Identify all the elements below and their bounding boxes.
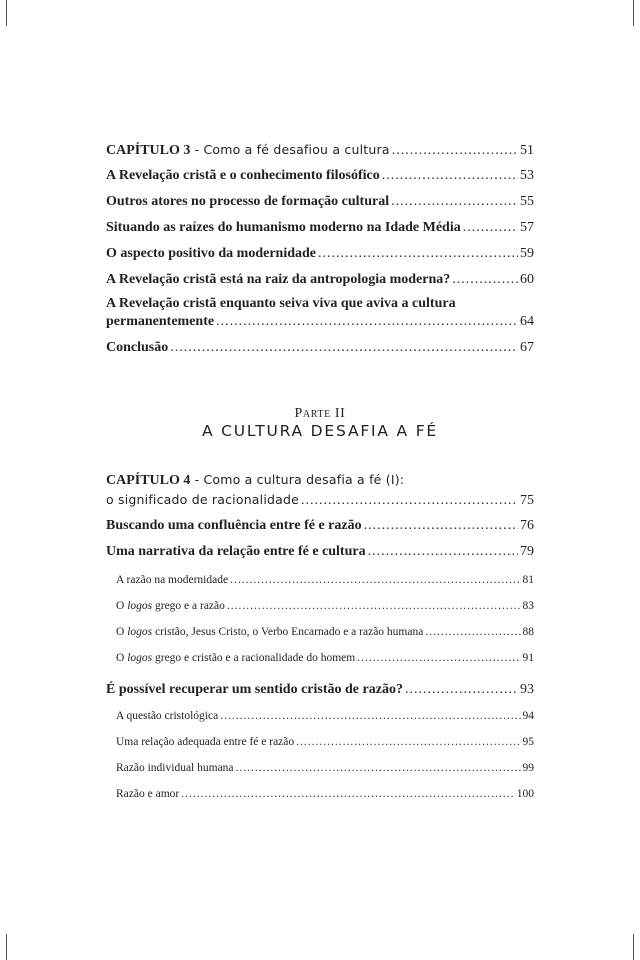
entry-title: Outros atores no processo de formação cultural: [106, 194, 390, 209]
entry-title: Conclusão: [106, 340, 169, 355]
page-number: 88: [522, 626, 534, 638]
dot-leader: [425, 622, 520, 642]
page-number: 83: [522, 600, 534, 612]
crop-mark-top-right: [633, 0, 634, 26]
page-number: 79: [520, 544, 534, 559]
page-number: 53: [520, 168, 534, 183]
dot-leader: [463, 218, 518, 238]
entry-title: o significado de racionalidade: [106, 492, 300, 507]
chapter-3-heading: [106, 140, 534, 161]
entry-title: O aspecto positivo da modernidade: [106, 246, 317, 261]
entry-title: Situando as raízes do humanismo moderno na Idade Média: [106, 220, 461, 235]
dot-leader: [296, 732, 520, 752]
page-number: 93: [520, 682, 534, 697]
toc-subentry: [106, 758, 534, 778]
entry-title: A Revelação cristã está na raiz da antropologia moderna?: [106, 272, 451, 287]
entry-title: O logos grego e cristão e a racionalidade do homem: [116, 652, 356, 664]
part-2-heading: [0, 406, 640, 440]
dot-leader: [452, 270, 518, 290]
toc-entry: [106, 338, 534, 358]
page-number: 55: [520, 194, 534, 209]
page-number: 94: [522, 710, 534, 722]
toc-subentry: [106, 784, 534, 804]
entry-title: A razão na modernidade: [116, 574, 229, 586]
crop-mark-bottom-right: [633, 934, 634, 960]
page-number: 57: [520, 220, 534, 235]
toc-subentry: [106, 648, 534, 668]
dot-leader: [170, 338, 518, 358]
crop-mark-top-left: [6, 0, 7, 26]
part-2-label: Parte II: [294, 406, 346, 421]
entry-title: O logos cristão, Jesus Cristo, o Verbo Encarnado e a razão humana: [116, 626, 424, 638]
toc-subentry: [106, 706, 534, 726]
part-2-title: A CULTURA DESAFIA A FÉ: [202, 422, 438, 440]
page-number: 59: [520, 246, 534, 261]
page-number: 51: [520, 143, 534, 158]
entry-title: A questão cristológica: [116, 710, 219, 722]
toc-entry: [106, 680, 534, 700]
page-number: 67: [520, 340, 534, 355]
toc-entry: [106, 192, 534, 212]
page-number: 81: [522, 574, 534, 586]
dot-leader: [220, 706, 520, 726]
toc-entry: [106, 166, 534, 186]
entry-title: O logos grego e a razão: [116, 600, 225, 612]
dot-leader: [391, 192, 518, 212]
toc-subentry: [106, 570, 534, 590]
entry-title-line-1: A Revelação cristã enquanto seiva viva que aviva a cultura: [106, 296, 456, 311]
entry-title: Uma narrativa da relação entre fé e cultura: [106, 544, 366, 559]
dot-leader: [368, 542, 518, 562]
page-number: 100: [516, 788, 534, 800]
entry-title-line-2: permanentemente: [106, 314, 215, 329]
dot-leader: [392, 141, 518, 161]
toc-entry: [106, 542, 534, 562]
toc-entry: [106, 516, 534, 536]
entry-title: A Revelação cristã e o conhecimento filosófico: [106, 168, 380, 183]
page-number: 75: [520, 493, 534, 508]
dot-leader: [227, 596, 521, 616]
toc-entry-multiline: [106, 294, 534, 314]
dot-leader: [364, 516, 518, 536]
dot-leader: [357, 648, 520, 668]
chapter-4-title-line-2: [106, 490, 534, 511]
page-number: 76: [520, 518, 534, 533]
page-number: 60: [520, 272, 534, 287]
toc-entry: [106, 218, 534, 238]
chapter-3-title: CAPÍTULO 3 - Como a fé desafiou a cultura: [106, 142, 390, 158]
chapter-4-title-line-1: CAPÍTULO 4 - Como a cultura desafia a fé (I):: [106, 472, 405, 488]
dot-leader: [216, 312, 518, 332]
dot-leader: [318, 244, 518, 264]
dot-leader: [236, 758, 521, 778]
page-number: 95: [522, 736, 534, 748]
toc-subentry: [106, 622, 534, 642]
dot-leader: [405, 680, 518, 700]
dot-leader: [181, 784, 515, 804]
dot-leader: [301, 491, 518, 511]
entry-title: É possível recuperar um sentido cristão de razão?: [106, 682, 403, 697]
entry-title: Razão individual humana: [116, 762, 234, 774]
entry-title: Buscando uma confluência entre fé e razão: [106, 518, 362, 533]
page-number: 99: [522, 762, 534, 774]
entry-title: Razão e amor: [116, 788, 180, 800]
toc-entry: [106, 244, 534, 264]
toc-entry: [106, 270, 534, 290]
toc-subentry: [106, 596, 534, 616]
chapter-4-heading: [106, 470, 534, 491]
crop-mark-bottom-left: [6, 934, 7, 960]
page-number: 91: [522, 652, 534, 664]
toc-entry: [106, 312, 534, 332]
dot-leader: [382, 166, 518, 186]
entry-title: Uma relação adequada entre fé e razão: [116, 736, 295, 748]
toc-subentry: [106, 732, 534, 752]
page-number: 64: [520, 314, 534, 329]
dot-leader: [230, 570, 520, 590]
